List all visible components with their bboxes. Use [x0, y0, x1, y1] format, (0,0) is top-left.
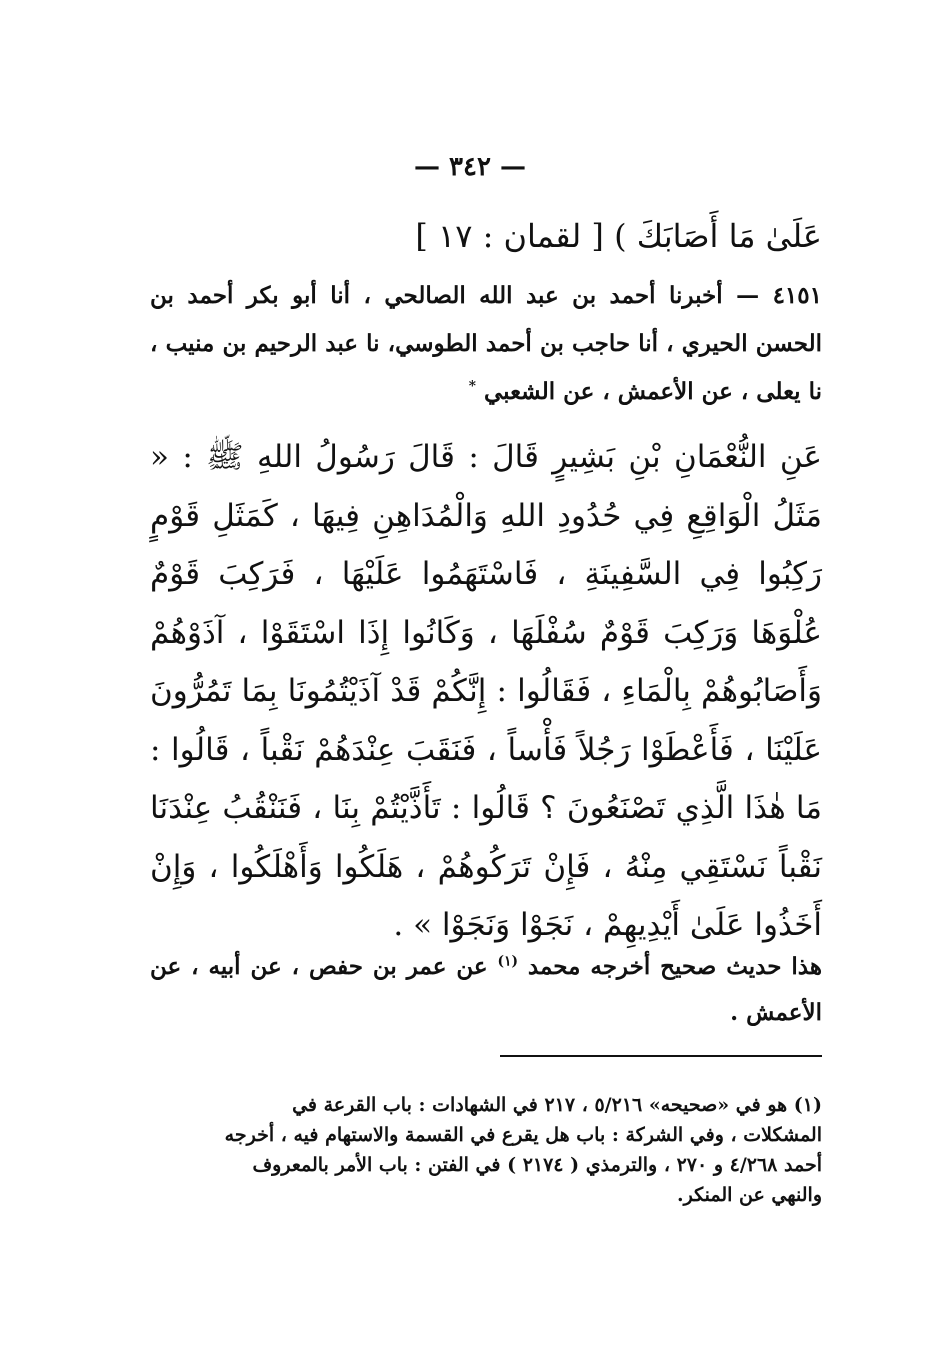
hadith-isnad — [150, 272, 822, 416]
footnote-divider — [500, 1055, 822, 1057]
isnad-chain: — أخبرنا أحمد بن عبد الله الصالحي ، أنا أبو بكر أحمد بن الحسن الحيري ، أنا حاجب بن أحمد الطوسي، نا عبد الرحيم بن منيب ، نا يعلى ، عن الأعمش ، عن الشعبي — [150, 282, 822, 405]
quran-verse-continuation: عَلَىٰ مَا أَصَابَكَ ) [ لقمان : ١٧ ] — [415, 217, 822, 255]
hadith-matn: عَنِ النُّعْمَانِ بْنِ بَشِيرٍ قَالَ : قَالَ رَسُولُ اللهِ ﷺ : « مَثَلُ الْوَاقِعِ فِي حُدُودِ اللهِ وَالْمُدَاهِنِ فِيهَا ، كَمَثَلِ قَوْمٍ رَكِبُوا فِي السَّفِينَةِ ، فَاسْتَهَمُوا عَلَيْهَا ، فَرَكِبَ قَوْمٌ عُلْوَهَا وَرَكِبَ قَوْمٌ سُفْلَهَا ، وَكَانُوا إِذَا اسْتَقَوْا ، آذَوْهُمْ وَأَصَابُوهُمْ بِالْمَاءِ ، فَقَالُوا : إِنَّكُمْ قَدْ آذَيْتُمُونَا بِمَا تَمُرُّونَ عَلَيْنَا ، فَأَعْطَوْا رَجُلاً فَأْساً ، فَنَقَبَ عِنْدَهُمْ نَقْباً ، قَالُوا : مَا هٰذَا الَّذِي تَصْنَعُونَ ؟ قَالُوا : تَأَذَّيْتُمْ بِنَا ، فَنَنْقُبُ عِنْدَنَا نَقْباً نَسْتَقِي مِنْهُ ، فَإِنْ تَرَكُوهُمْ ، هَلَكُوا وَأَهْلَكُوا ، وَإِنْ أَخَذُوا عَلَىٰ أَيْدِيهِمْ ، نَجَوْا وَنَجَوْا » . — [150, 439, 822, 943]
hadith-number: ٤١٥١ — [772, 282, 822, 309]
grading-text-end: عن عمر بن حفص ، عن أبيه ، عن الأعمش . — [150, 953, 822, 1026]
hadith-grading — [150, 944, 822, 1036]
isnad-footnote-marker: * — [468, 378, 476, 395]
grading-text-start: هذا حديث صحيح أخرجه محمد — [527, 953, 822, 980]
footnote-reference-marker: (١) — [497, 953, 518, 970]
page-number: — ٣٤٢ — — [413, 152, 527, 182]
footnote-line: والنهي عن المنكر. — [677, 1184, 822, 1206]
footnote-line: أحمد ٤/٢٦٨ و ٢٧٠ ، والترمذي ( ٢١٧٤ ) في الفتن : باب الأمر بالمعروف — [252, 1154, 822, 1176]
footnote — [150, 1090, 822, 1210]
footnote-line: (١) هو في «صحيحه» ٥/٢١٦ ، ٢١٧ في الشهادات : باب القرعة في — [292, 1094, 822, 1116]
footnote-line: المشكلات ، وفي الشركة : باب هل يقرع في القسمة والاستهام فيه ، أخرجه — [224, 1124, 822, 1146]
